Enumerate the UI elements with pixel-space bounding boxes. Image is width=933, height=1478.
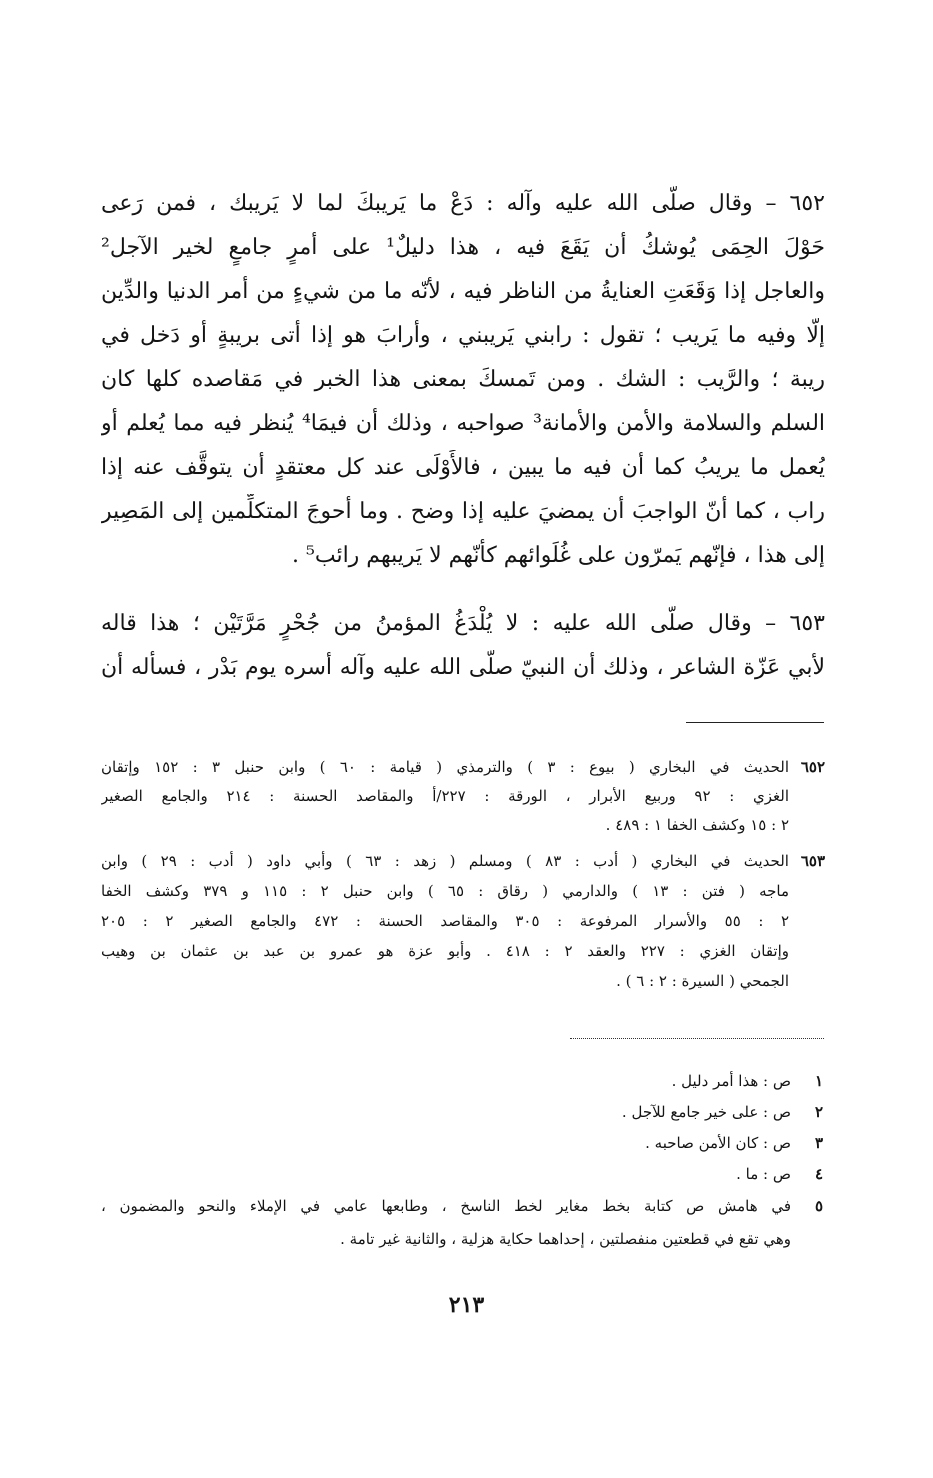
note-text: وهي تقع في قطعتين منفصلتين ، إحداهما حكاية هزلية ، والثانية غير تامة . (340, 1230, 791, 1248)
manuscript-note-5-continued (101, 1226, 825, 1252)
source-text: ماجه ( فتن : ١٣ ) والدارمي ( رقاق : ٦٥ ) وابن حنبل ٢ : ١١٥ و ٣٧٩ وكشف الخفا (101, 882, 790, 900)
text-line: إلّا وفيه ما يَريب ؛ تقول : رابني يَريبني ، وأرابَ هو إذا أتى بريبةٍ أو دَخل في (101, 323, 825, 348)
note-number: ٢ (814, 1103, 823, 1121)
source-line (101, 938, 825, 964)
page-number: ٢١٣ (448, 1292, 485, 1318)
note-number: ١ (814, 1072, 823, 1090)
source-text: الحديث في البخاري ( بيوع : ٣ ) والترمذي ( قيامة : ٦٠ ) وابن حنبل ٣ : ١٥٢ وإتقان (101, 758, 789, 776)
source-text: وإتقان الغزي : ٢٢٧ والعقد ٢ : ٤١٨ . وأبو عزة هو عمرو بن عبد بن عثمان بن وهيب (101, 942, 790, 960)
note-text: ص : ما . (736, 1165, 791, 1183)
text-line: ٦٥٣ – وقال صلّى الله عليه : لا يُلْدَغُ المؤمنُ من جُحْرٍ مَرَّتَيْن ؛ هذا قاله (101, 611, 825, 636)
text-line: لأبي عَزّة الشاعر ، وذلك أن النبيّ صلّى الله عليه وآله أسره يوم بَدْر ، فسأله أن (101, 655, 825, 680)
text-line: حَوْلَ الحِمَى يُوشكُ أن يَقَعَ فيه ، هذا دليلٌ¹ على أمرٍ جامعٍ لخير الآجل² (101, 235, 825, 260)
note-text: ص : كان الأمن صاحبه . (645, 1134, 791, 1152)
notes-separator (570, 1038, 824, 1039)
source-number: ٦٥٢ (800, 758, 825, 776)
source-line (101, 908, 825, 934)
source-text: الجمحي ( السيرة : ٢ : ٦ ) . (616, 972, 789, 990)
footnote-separator (686, 722, 824, 723)
source-line (101, 754, 825, 780)
source-text: ٢ : ١٥ وكشف الخفا ١ : ٤٨٩ . (605, 816, 789, 834)
source-text: ٢ : ٥٥ والأسرار المرفوعة : ٣٠٥ والمقاصد الحسنة : ٤٧٢ والجامع الصغير ٢ : ٢٠٥ (101, 912, 790, 930)
source-line (101, 878, 825, 904)
text-line: السلم والسلامة والأمن والأمانة³ صواحبه ، وذلك أن فيمَا⁴ يُنظر فيه مما يُعلم أو (101, 411, 825, 436)
text-line: ريبة ؛ والرَّيب : الشك . ومن تَمسكَ بمعنى هذا الخبر في مَقاصده كلها كان (101, 367, 825, 392)
manuscript-note-3 (101, 1130, 825, 1156)
manuscript-note-2 (101, 1099, 825, 1125)
note-number: ٣ (814, 1134, 823, 1152)
text-line: إلى هذا ، فإنّهم يَمرّون على غُلَوائهم كأنّهم لا يَريبهم رائب⁵ . (292, 543, 825, 568)
text-line: راب ، كما أنّ الواجبَ أن يمضيَ عليه إذا وضح . وما أحوجَ المتكلِّمين إلى المَصِير (101, 499, 825, 524)
note-text: ص : هذا أمر دليل . (671, 1072, 791, 1090)
note-number: ٥ (814, 1197, 823, 1215)
note-number: ٤ (814, 1165, 823, 1183)
note-text: في هامش ص كتابة بخط مغاير لخط الناسخ ، وطابعها عامي في الإملاء والنحو والمضمون ، (101, 1197, 791, 1215)
text-line: ٦٥٢ – وقال صلّى الله عليه وآله : دَعْ ما يَريبكَ لما لا يَريبك ، فمن رَعى (101, 191, 825, 216)
text-line: والعاجل إذا وَقَعَتِ العنايةُ من الناظر فيه ، لأنّه ما من شيءٍ من أمر الدنيا والدِّين (101, 279, 825, 304)
note-text: ص : على خير جامع للآجل . (621, 1103, 791, 1121)
source-line (101, 848, 825, 874)
source-text: الحديث في البخاري ( أدب : ٨٣ ) ومسلم ( زهد : ٦٣ ) وأبي داود ( أدب : ٢٩ ) وابن (101, 852, 789, 870)
source-text: الغزي : ٩٢ وربيع الأبرار ، الورقة : ٢٢٧/أ والمقاصد الحسنة : ٢١٤ والجامع الصغير (101, 787, 789, 805)
source-line (101, 783, 825, 809)
manuscript-note-5 (101, 1193, 825, 1219)
manuscript-note-4 (101, 1161, 825, 1187)
source-line (101, 968, 825, 994)
source-line (101, 812, 825, 838)
text-line: يُعمل ما يريبُ كما أن فيه ما يبين ، فالأَوْلَى عند كل معتقدٍ أن يتوقَّف عنه إذا (101, 455, 825, 480)
manuscript-note-1 (101, 1068, 825, 1094)
source-number: ٦٥٣ (800, 852, 825, 870)
